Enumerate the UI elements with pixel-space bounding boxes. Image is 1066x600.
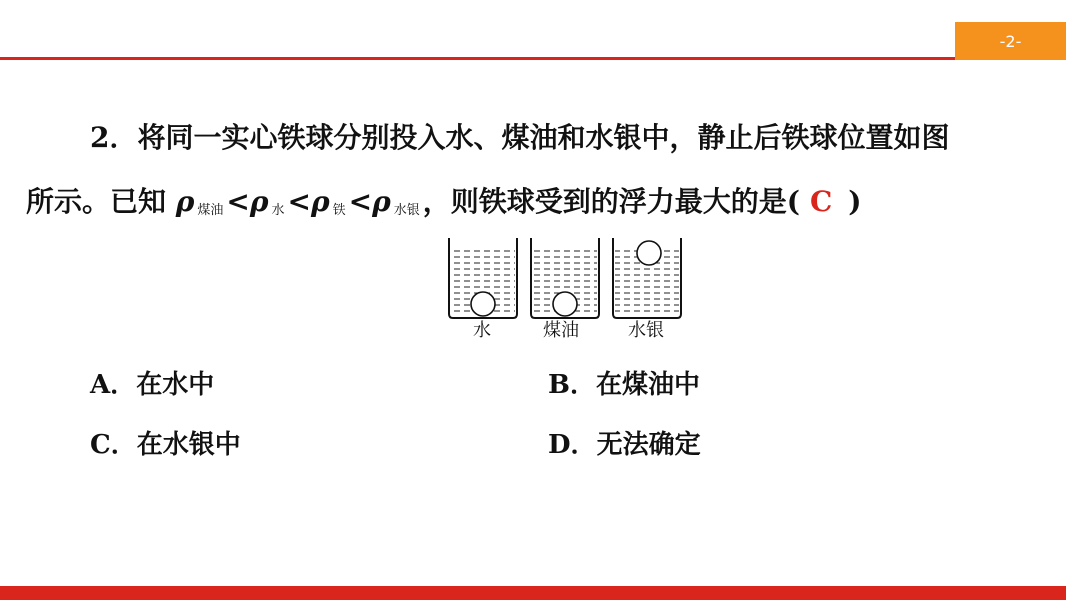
option-a bbox=[90, 364, 214, 401]
close-paren: ) bbox=[848, 185, 862, 218]
subscript-mercury: 水银 bbox=[393, 203, 420, 218]
option-letter: D． bbox=[548, 430, 597, 460]
label-mercury: 水银 bbox=[628, 320, 664, 341]
iron-ball bbox=[553, 292, 577, 316]
iron-ball bbox=[471, 292, 495, 316]
less-than-sign: < bbox=[226, 185, 250, 218]
question-line-1: 2．将同一实心铁球分别投入水、煤油和水银中，静止后铁球位置如图 bbox=[90, 121, 950, 154]
iron-ball bbox=[637, 241, 661, 265]
beaker-mercury bbox=[613, 238, 681, 318]
option-letter: A． bbox=[90, 370, 137, 400]
footer-rule bbox=[0, 586, 1066, 600]
question-line-2 bbox=[26, 180, 862, 220]
less-than-sign: < bbox=[287, 185, 311, 218]
option-text: 在水银中 bbox=[136, 430, 241, 460]
question-suffix: ，则铁球受到的浮力最大的是( bbox=[422, 185, 800, 218]
rho-symbol: ρ bbox=[372, 185, 391, 218]
label-water: 水 bbox=[473, 320, 491, 341]
rho-symbol: ρ bbox=[175, 185, 195, 218]
rho-symbol: ρ bbox=[310, 185, 330, 218]
option-text: 在煤油中 bbox=[595, 370, 700, 400]
option-letter: C． bbox=[90, 430, 137, 460]
label-kerosene: 煤油 bbox=[543, 320, 579, 341]
page-number-badge: -2- bbox=[955, 22, 1066, 60]
beaker-kerosene bbox=[531, 238, 599, 318]
header-rule bbox=[0, 57, 955, 60]
option-c bbox=[90, 424, 241, 461]
subscript-iron: 铁 bbox=[332, 203, 346, 218]
answer-letter: C bbox=[809, 185, 833, 218]
option-b bbox=[548, 364, 700, 401]
option-text: 在水中 bbox=[136, 370, 215, 400]
less-than-sign: < bbox=[348, 185, 373, 218]
beaker-water bbox=[449, 238, 517, 318]
option-text: 无法确定 bbox=[596, 430, 701, 460]
subscript-kerosene: 煤油 bbox=[197, 203, 224, 218]
question-prefix: 所示。已知 bbox=[26, 185, 167, 218]
rho-symbol: ρ bbox=[249, 185, 269, 218]
option-letter: B． bbox=[548, 370, 596, 400]
subscript-water: 水 bbox=[271, 203, 285, 218]
option-d bbox=[548, 424, 701, 461]
